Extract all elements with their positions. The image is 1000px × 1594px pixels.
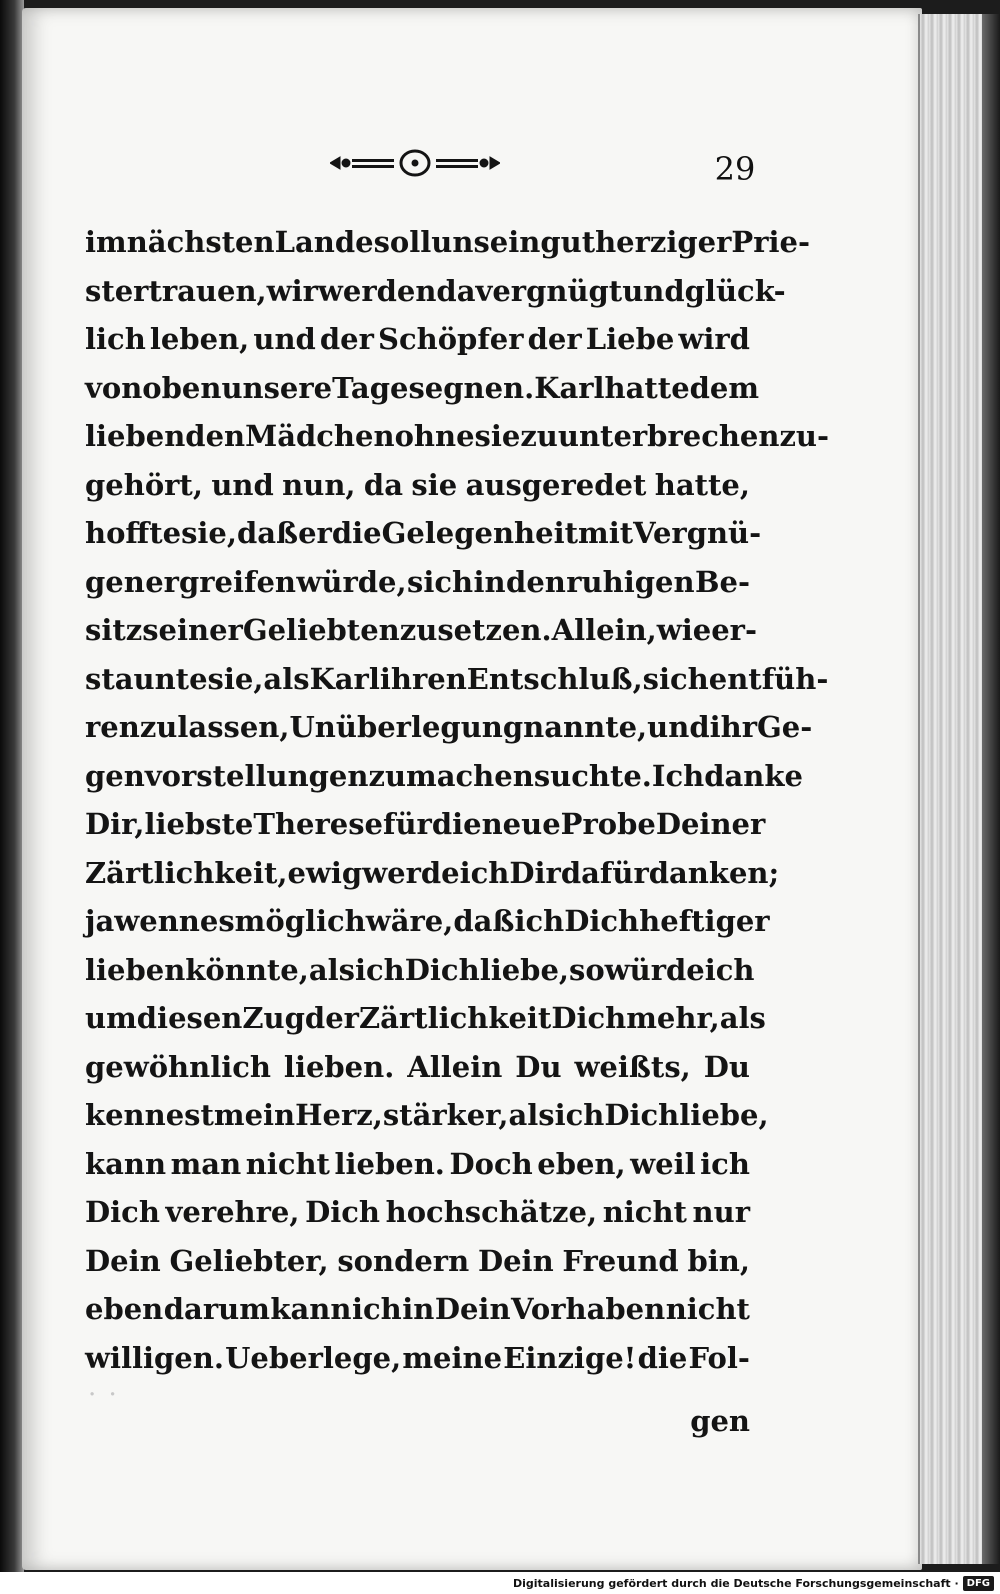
word: Tage: [332, 370, 409, 405]
word: von: [85, 370, 143, 405]
word: ausgeredet: [465, 467, 647, 502]
word: lieben: [85, 952, 186, 987]
word: und: [647, 710, 710, 744]
word: Therese: [253, 807, 383, 841]
word: Entschluß,: [466, 661, 643, 696]
word: würde,: [296, 564, 407, 599]
word: nicht: [245, 1146, 330, 1181]
word: ich: [554, 1098, 605, 1132]
word: ihr: [709, 710, 757, 744]
word: verehre,: [165, 1195, 300, 1229]
word: Mädchen: [245, 419, 395, 453]
word: trauen,: [148, 273, 267, 308]
text-line: [85, 509, 762, 558]
word: Geliebten: [242, 613, 400, 647]
word: Dir,: [85, 807, 145, 841]
word: Dein: [434, 1292, 511, 1326]
word: hoffte: [85, 516, 182, 550]
word: nächsten: [126, 225, 275, 259]
text-line: [85, 946, 755, 995]
word: Du: [515, 1049, 562, 1084]
word: gewöhnlich: [85, 1049, 271, 1084]
word: ich: [351, 1292, 402, 1326]
word: Herz,: [295, 1098, 383, 1132]
word: willigen.: [85, 1340, 224, 1375]
word: Dich: [404, 952, 480, 987]
word: mein: [213, 1098, 296, 1132]
word: unterbrechen: [557, 419, 780, 453]
text-line: [85, 752, 803, 801]
word: dafür: [560, 855, 649, 890]
word: sich: [407, 564, 474, 599]
word: Allein: [407, 1049, 503, 1084]
body-text: [85, 218, 830, 1382]
word: nur: [692, 1195, 750, 1229]
word: wäre,: [365, 904, 454, 938]
word: ich: [704, 952, 755, 987]
word: dem: [689, 370, 760, 405]
word: nicht: [602, 1195, 687, 1229]
word: ich: [355, 952, 405, 987]
word: oben: [142, 370, 222, 405]
ornament-right-tip: [490, 157, 500, 169]
word: liebe,: [679, 1098, 769, 1132]
word: lassen,: [177, 710, 290, 744]
word: daß: [236, 516, 299, 550]
word: weil: [630, 1146, 696, 1181]
word: ihren: [379, 661, 467, 696]
word: ster: [85, 273, 149, 308]
word: da: [363, 467, 403, 502]
text-line: [85, 315, 750, 364]
word: Zärtlichkeit: [358, 1001, 552, 1035]
word: wird: [678, 322, 750, 356]
word: die: [331, 516, 382, 550]
word: mehr,: [626, 1001, 720, 1035]
word: ich: [459, 855, 510, 890]
word: gen: [85, 564, 145, 599]
word: als: [308, 952, 355, 987]
word: leben,: [149, 322, 250, 356]
text-line: [85, 1188, 750, 1237]
word: ich: [514, 904, 565, 938]
word: es: [199, 904, 235, 938]
word: ewig: [287, 855, 363, 890]
word: Allein,: [551, 613, 657, 647]
word: Geliebter,: [169, 1243, 329, 1278]
word: er-: [711, 613, 757, 647]
word: da: [436, 273, 476, 308]
word: gehört,: [85, 467, 203, 502]
word: ruhigen: [566, 564, 695, 599]
word: um: [85, 1001, 137, 1035]
word: Dein: [477, 1243, 554, 1278]
word: Doch: [449, 1146, 533, 1181]
word: entfüh-: [708, 661, 829, 696]
word: kennest: [85, 1098, 214, 1132]
word: möglich: [234, 904, 366, 938]
word: sitz: [85, 613, 143, 647]
word: Dich: [305, 1195, 381, 1229]
word: unsere: [221, 370, 333, 405]
ornament-left-tip: [330, 157, 340, 169]
word: glück-: [684, 273, 786, 308]
word: liebste: [144, 807, 254, 841]
word: Liebe: [585, 322, 675, 356]
digitization-footer: [0, 1572, 1000, 1594]
word: als: [719, 1001, 766, 1035]
text-line: [85, 412, 830, 461]
word: hatte: [604, 370, 690, 405]
word: und: [622, 273, 685, 308]
word: der: [527, 322, 582, 356]
word: diesen: [136, 1001, 243, 1035]
word: ja: [85, 904, 115, 938]
page-number: 29: [714, 150, 756, 188]
word: Lande: [274, 225, 374, 259]
word: Ueberlege,: [225, 1340, 402, 1375]
word: den: [506, 564, 566, 599]
word: Dich: [604, 1098, 680, 1132]
word: sie,: [207, 661, 264, 696]
text-line: [85, 655, 829, 704]
word: danke: [704, 758, 803, 793]
word: nannte,: [523, 710, 648, 744]
word: er: [298, 516, 332, 550]
word: zu-: [779, 419, 830, 453]
word: Zärtlichkeit,: [85, 855, 288, 890]
word: meine: [402, 1340, 503, 1375]
text-line: [85, 606, 757, 655]
word: staunte: [85, 661, 208, 696]
word: liebe,: [479, 952, 569, 987]
text-line: [85, 364, 760, 413]
word: in: [473, 564, 506, 599]
text-line: [85, 703, 813, 752]
text-line: [85, 994, 766, 1043]
text-line: [85, 849, 780, 898]
word: Dich: [85, 1195, 160, 1229]
word: Fol-: [688, 1340, 750, 1375]
text-line: [85, 558, 750, 607]
word: ren: [85, 710, 140, 744]
word: der: [304, 1001, 359, 1035]
word: setzen.: [437, 613, 552, 647]
word: neue: [481, 807, 561, 841]
word: Prie-: [731, 225, 811, 259]
word: und: [211, 467, 274, 502]
word: heftiger: [639, 904, 770, 938]
word: bin,: [687, 1243, 750, 1278]
word: lieben.: [334, 1146, 445, 1181]
word: wenn: [114, 904, 200, 938]
text-line: [85, 1140, 750, 1189]
word: Ich: [651, 758, 705, 793]
word: man: [170, 1146, 242, 1181]
word: hochschätze,: [385, 1195, 598, 1229]
word: lich: [85, 322, 146, 356]
word: Gelegenheit: [381, 516, 579, 550]
word: wir: [266, 273, 318, 308]
word: Vergnü-: [633, 516, 762, 550]
word: Be-: [694, 564, 750, 599]
word: vergnügt: [475, 273, 623, 308]
word: uns: [431, 225, 490, 259]
header-ornament: [330, 148, 500, 178]
word: könnte,: [185, 952, 309, 987]
word: gutherziger: [540, 225, 732, 259]
word: Dich: [564, 904, 640, 938]
text-line: [85, 1334, 750, 1383]
word: werden: [317, 273, 437, 308]
word: ein: [489, 225, 541, 259]
word: segnen.: [408, 370, 535, 405]
word: ohne: [394, 419, 475, 453]
word: würde: [604, 952, 705, 987]
word: machen: [406, 758, 534, 793]
word: so: [569, 952, 605, 987]
word: im: [85, 225, 127, 259]
word: sie: [474, 419, 521, 453]
word: daß: [453, 904, 515, 938]
word: die: [431, 807, 482, 841]
word: Vorhaben: [511, 1292, 666, 1326]
word: nun,: [282, 467, 356, 502]
word: suchte.: [533, 758, 652, 793]
word: die: [637, 1340, 688, 1375]
word: Freund: [562, 1243, 679, 1278]
word: genvorstellungen: [85, 758, 369, 793]
dfg-logo: DFG: [963, 1576, 994, 1591]
word: eben,: [537, 1146, 626, 1181]
word: Du: [703, 1049, 750, 1084]
word: mit: [578, 516, 634, 550]
word: als: [263, 661, 310, 696]
word: zu: [368, 758, 407, 793]
text-line: [85, 1043, 750, 1092]
text-line: [85, 267, 786, 316]
word: Karl: [309, 661, 380, 696]
word: werde: [362, 855, 460, 890]
word: kann: [270, 1292, 352, 1326]
word: sie,: [181, 516, 237, 550]
word: nicht: [665, 1292, 750, 1326]
word: liebenden: [85, 419, 246, 453]
bleed-through-marks: · ·: [88, 1380, 119, 1410]
left-book-edge: [0, 0, 24, 1594]
text-line: [85, 1285, 750, 1334]
text-line: [85, 897, 770, 946]
word: wie: [656, 613, 712, 647]
text-line: [85, 1091, 769, 1140]
word: Ge-: [757, 710, 813, 744]
word: Einzige!: [503, 1340, 637, 1375]
word: zu: [399, 613, 438, 647]
text-line: [85, 1237, 750, 1286]
word: lieben.: [283, 1049, 395, 1084]
word: sondern: [337, 1243, 470, 1278]
word: für: [383, 807, 432, 841]
word: als: [508, 1098, 555, 1132]
word: Karl: [534, 370, 605, 405]
word: Deiner: [655, 807, 766, 841]
word: Dir: [509, 855, 561, 890]
word: sie: [411, 467, 458, 502]
word: zu: [520, 419, 558, 453]
page-fore-edge: [918, 14, 984, 1564]
word: Dich: [551, 1001, 627, 1035]
catchword: gen: [690, 1404, 750, 1438]
word: sich: [642, 661, 709, 696]
word: weißts,: [574, 1049, 691, 1084]
word: Unüberlegung: [289, 710, 524, 744]
text-line: [85, 461, 750, 510]
word: stärker,: [382, 1098, 509, 1132]
page-edge-shadow: [982, 14, 1000, 1564]
word: in: [402, 1292, 435, 1326]
word: darum: [163, 1292, 270, 1326]
word: seiner: [142, 613, 243, 647]
word: zu: [139, 710, 178, 744]
word: kann: [85, 1146, 167, 1181]
word: hatte,: [654, 467, 750, 502]
footer-credit: Digitalisierung gefördert durch die Deutsche Forschungsgemeinschaft ·: [512, 1576, 959, 1590]
word: ergreifen: [145, 564, 296, 599]
text-line: [85, 218, 811, 267]
word: Schöpfer: [378, 322, 524, 356]
word: danken;: [648, 855, 780, 890]
word: soll: [373, 225, 432, 259]
text-line: [85, 800, 766, 849]
word: Dein: [85, 1243, 161, 1278]
word: Probe: [560, 807, 656, 841]
word: ich: [700, 1146, 750, 1181]
word: eben: [85, 1292, 164, 1326]
word: der: [319, 322, 374, 356]
word: und: [253, 322, 316, 356]
word: Zug: [242, 1001, 305, 1035]
